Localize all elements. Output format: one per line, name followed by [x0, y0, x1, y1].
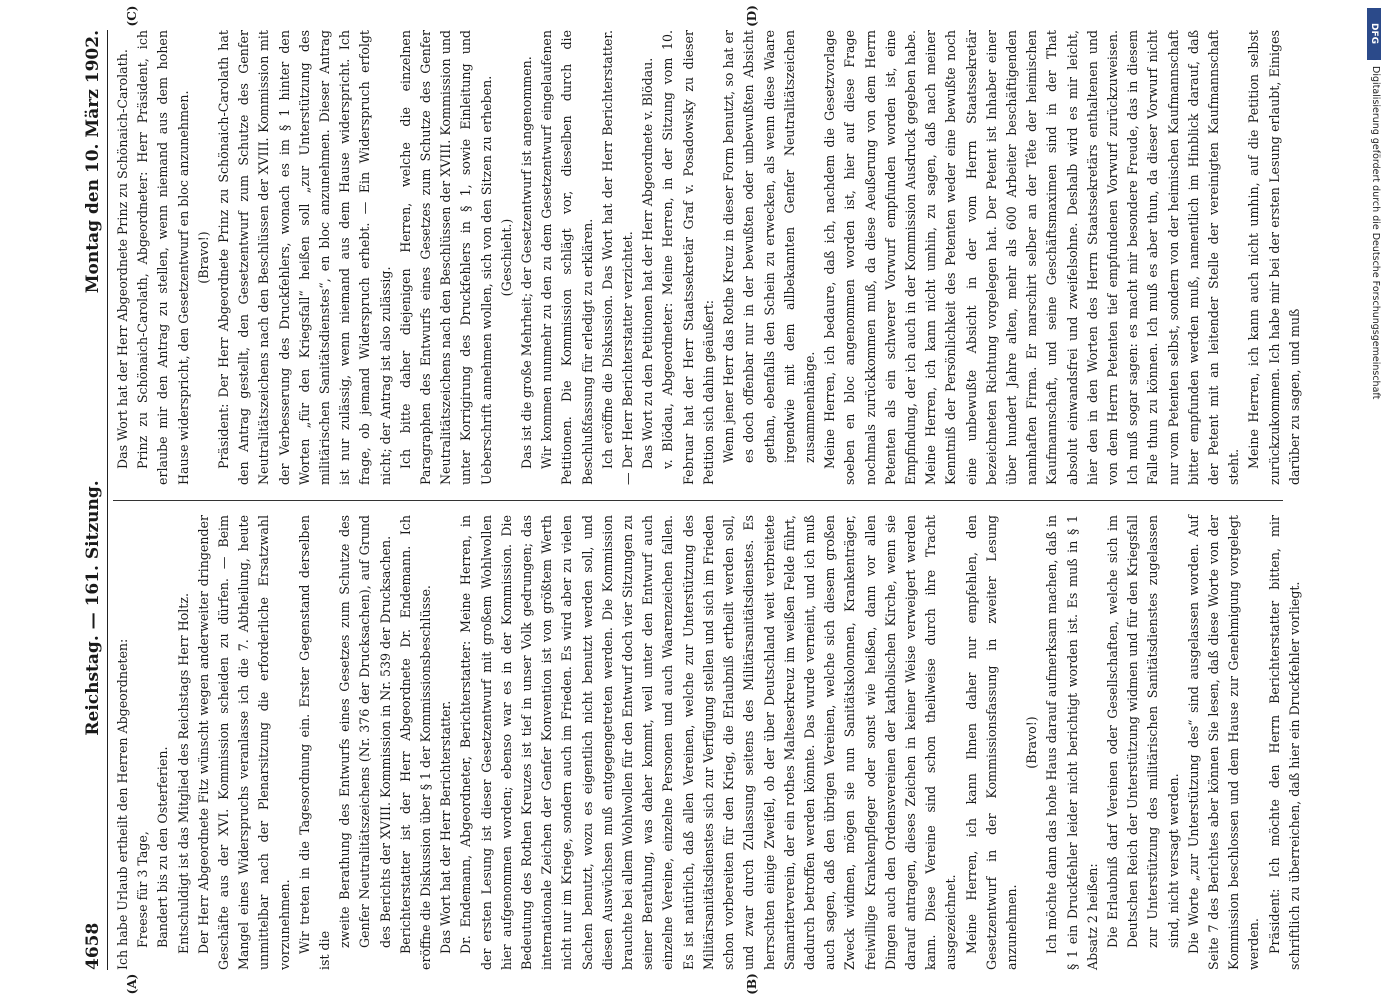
- paragraph: Der Herr Abgeordnete Fitz wünscht wegen anderweiter dringender Geschäfte aus der XVI. Kommission scheiden zu dürfen. — Beim Mangel eines Widerspruchs veranlasse ich die 7. Abtheilung, heute unmittelbar nach der Plenarsitzung die erforderliche Ersatzwahl vorzunehmen.: [195, 515, 292, 970]
- column-divider: [113, 500, 1283, 501]
- paragraph: Präsident: Ich möchte den Herrn Berichterstatter bitten, mir schriftlich zu überreichen, daß hier ein Druckfehler vorliegt.: [1266, 515, 1302, 970]
- paragraph: Entschuldigt ist das Mitglied des Reichstags Herr Holtz.: [175, 593, 191, 954]
- rotated-page: [55, 0, 1305, 1000]
- paragraph: Das Wort hat der Herr Berichterstatter.: [438, 700, 454, 954]
- margin-marker-b: (B): [745, 973, 759, 995]
- paragraph: Die Erlaubniß darf Vereinen oder Gesellschaften, welche sich im Deutschen Reich der Unterstützung widmen und für den Kriegsfall zur Unterstützung des militärischen Sanitätsdienstes zugelassen sind, nicht versagt werden.: [1104, 515, 1181, 948]
- paragraph: Ich möchte dann das hohe Haus darauf aufmerksam machen, daß in § 1 ein Druckfehler leider nicht berichtigt worden ist. Es muß in § 1 Absatz 2 heißen:: [1044, 515, 1100, 970]
- session-title: Reichstag. — 161. Sitzung.: [83, 480, 103, 736]
- paragraph: Meine Herren, ich bedaure, daß ich, nachdem die Gesetzvorlage soeben en bloc angenommen worden ist, hier auf diese Frage nochmals zurückkommen muß, da diese Aeußerung von dem Herrn Petenten als ein schwerer Vorwurf empfunden worden ist, eine Empfindung, der ich auch in der Kommission Ausdruck gegeben habe. Meine Herren, ich kann nicht umhin, zu sagen, daß nach meiner Kenntniß der Persönlichkeit des Petenten weder eine bewußte noch eine unbewußte Absicht in der vom Herrn Staatssekretär bezeichneten Richtung vorgelegen hat. Der Petent ist Inhaber einer über hundert Jahre alten, mehr als 600 Arbeiter beschäftigenden namhaften Firma. Er marschirt selber an der Tête der heimischen Kaufmannschaft, und seine Geschäftsmaximen sind in der That absolut einwandsfrei und zweifelsohne. Deshalb wird es mir leicht, hier den in den Worten des Herrn Staatssekretärs enthaltenen und von dem Herrn Petenten tief empfundenen Vorwurf zurückzuweisen. Ich muß sogar sagen: es macht mir besondere Freude, das in diesem Falle thun zu können. Ich muß es aber thun, da dieser Vorwurf nicht nur vom Petenten selbst, sondern von der heimischen Kaufmannschaft bitter empfunden werden muß, namentlich im Hinblick darauf, daß der Petent mit an leitender Stelle der vereinigten Kaufmannschaft steht.: [822, 30, 1242, 485]
- paragraph: Wenn jener Herr das Rothe Kreuz in dieser Form benutzt, so hat er es doch offenbar nur in der bewußten oder unbewußten Absicht gethan, ebenfalls den Schein zu erwecken, als wenn diese Waare irgendwie mit dem allbekannten Genfer Neutralitätszeichen zusammenhänge.: [721, 30, 817, 463]
- paragraph: Wir kommen nunmehr zu den zu dem Gesetzentwurf eingelaufenen Petitionen. Die Kommission schlägt vor, dieselben durch die Beschlußfassung für erledigt zu erklären.: [539, 30, 595, 485]
- paragraph: Ich habe Urlaub ertheilt den Herren Abgeordneten:: [115, 638, 130, 970]
- paragraph: Ich bitte daher diejenigen Herren, welche die einzelnen Paragraphen des Entwurfs eines Gesetzes zum Schutze des Genfer Neutralitätszeichens nach den Beschlüssen der XVIII. Kommission und unter Korrigirung des Druckfehlers in § 1, sowie Einleitung und Ueberschrift annehmen wollen, sich von den Sitzen zu erheben.: [397, 30, 494, 485]
- paragraph: Bandert bis zu den Osterferien.: [155, 746, 171, 948]
- paragraph: Prinz zu Schönaich-Carolath, Abgeordneter: Herr Präsident, ich erlaube mir den Antrag zu stellen, wenn niemand aus dem hohen Hause widerspricht, den Gesetzentwurf en bloc anzunehmen.: [135, 30, 191, 485]
- session-date: Montag den 10. März 1902.: [83, 30, 103, 294]
- paragraph: v. Blödau, Abgeordneter: Meine Herren, in der Sitzung vom 10. Februar hat der Herr Staatssekretär Graf v. Posadowsky zu dieser Petition sich dahin geäußert:: [660, 30, 716, 485]
- paragraph: Das Wort zu den Petitionen hat der Herr Abgeordnete v. Blödau.: [640, 57, 656, 469]
- dfg-logo: DFG: [1367, 8, 1381, 60]
- paragraph: (Bravo!): [1024, 716, 1040, 769]
- left-column: [113, 515, 1302, 970]
- right-column: [113, 30, 1302, 485]
- margin-marker-c: (C): [125, 5, 139, 27]
- page-number: 4658: [83, 922, 103, 970]
- paragraph: Das Wort hat der Herr Abgeordnete Prinz zu Schönaich-Carolath.: [115, 49, 130, 469]
- paragraph: Wir treten in die Tagesordnung ein. Erster Gegenstand derselben ist die: [296, 515, 333, 970]
- paragraph: Freese für 3 Tage,: [135, 831, 151, 948]
- margin-marker-a: (A): [125, 973, 139, 995]
- paragraph: Die Worte „zur Unterstützung des“ sind ausgelassen worden. Auf Seite 7 des Berichtes aber können Sie lesen, daß diese Worte von der Kommission beschlossen und dem Hause zur Genehmigung vorgelegt werden.: [1185, 515, 1262, 970]
- paragraph: Meine Herren, ich kann Ihnen daher nur empfehlen, den Gesetzentwurf in der Kommissionsfassung in zweiter Lesung anzunehmen.: [963, 515, 1019, 970]
- paragraph: Ich eröffne die Diskussion. Das Wort hat der Herr Berichterstatter. — Der Herr Berichterstatter verzichtet.: [599, 30, 636, 485]
- page-header: [63, 30, 108, 970]
- paragraph: Präsident: Der Herr Abgeordnete Prinz zu Schönaich-Carolath hat den Antrag gestellt, den Gesetzentwurf zum Schutze des Genfer Neutralitätszeichens nach den Beschlüssen der XVIII. Kommission mit der Verbesserung des Druckfehlers, wonach es im § 1 hinter den Worten „für den Kriegsfall“ heißen soll „zur Unterstützung des militärischen Sanitätsdienstes“, en bloc anzunehmen. Dieser Antrag ist nur zulässig, wenn niemand aus dem Hause widerspricht. Ich frage, ob jemand Widerspruch erhebt. — Ein Widerspruch erfolgt nicht; der Antrag ist also zulässig.: [216, 30, 393, 485]
- paragraph: Berichterstatter ist der Herr Abgeordnete Dr. Endemann. Ich eröffne die Diskussion über § 1 der Kommissionsbeschlüsse.: [397, 515, 434, 970]
- paragraph: (Geschieht.): [498, 218, 514, 297]
- paragraph: Meine Herren, ich kann auch nicht umhin, auf die Petition selbst zurückzukommen. Ich habe mir bei der ersten Lesung erlaubt, Einiges darüber zu sagen, und muß: [1246, 30, 1302, 485]
- paragraph: (Bravo!): [195, 231, 211, 284]
- margin-marker-d: (D): [745, 5, 759, 27]
- digitization-note: Digitalisierung gefördert durch die Deutsche Forschungsgemeinschaft: [1370, 66, 1381, 400]
- paragraph: Dr. Endemann, Abgeordneter, Berichterstatter: Meine Herren, in der ersten Lesung ist dieser Gesetzentwurf mit großem Wohlwollen hier aufgenommen worden; ebenso war es in der Kommission. Die Bedeutung des Rothen Kreuzes ist tief in unser Volk gedrungen; das internationale Zeichen der Genfer Konvention ist von größtem Werth nicht nur im Kriege, sondern auch im Frieden. Es wird aber zu vielen Sachen benutzt, wozu es eigentlich nicht benutzt werden soll, und diesen Auswüchsen muß entgegengetreten werden. Die Kommission brauchte bei allem Wohlwollen für den Entwurf doch vier Sitzungen zu seiner Berathung, was daher kommt, weil unter den Entwurf auch einzelne Vereine, einzelne Personen und auch Waarenzeichen fallen. Es ist natürlich, daß allen Vereinen, welche zur Unterstützung des Militärsanitätsdienstes sich zur Verfügung stellen und sich im Frieden schon vorbereiten für den Krieg, die Erlaubniß ertheilt werden soll, und zwar durch Zulassung seitens des Militärsanitätsdienstes. Es herrschten einige Zweifel, ob der über Deutschland weit verbreitete Samariterverein, der ein rothes Malteserkreuz im weißen Felde führt, dadurch betroffen werden könnte. Das wurde verneint, und ich muß auch sagen, daß den übrigen Vereinen, welche sich diesem großen Zweck widmen, mögen sie nun Sanitätskolonnen, Krankenträger, freiwillige Krankenpfleger oder sonst wie heißen, dann vor allen Dingen auch den Ordensvereinen der katholischen Kirche, wenn sie darauf antragen, dieses Zeichen in keiner Weise verweigert werden kann. Diese Vereine sind schon theilweise durch ihre Tracht ausgezeichnet.: [458, 515, 959, 970]
- paragraph: zweite Berathung des Entwurfs eines Gesetzes zum Schutze des Genfer Neutralitätszeichens (Nr. 376 der Drucksachen), auf Grund des Berichts der XVIII. Kommission in Nr. 539 der Drucksachen.: [337, 515, 393, 948]
- paragraph: Das ist die große Mehrheit; der Gesetzentwurf ist angenommen.: [519, 56, 535, 469]
